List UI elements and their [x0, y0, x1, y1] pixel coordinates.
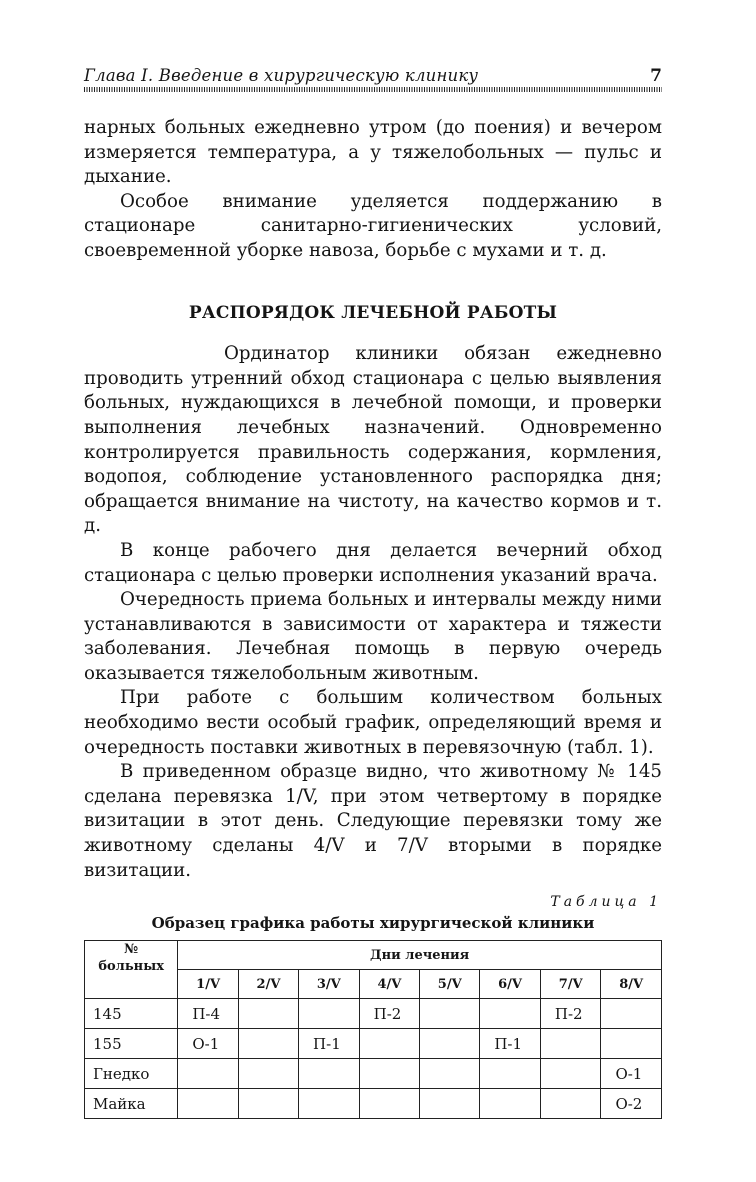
paragraph: Ординатор клиники обязан ежедневно проводить утренний обход стационара с целью выявления больных, нуждающихся в лечебной помощи, и проверки выполнения лечебных назначений. Одновременно контролируется правильность содержания, кормления, водопоя, соблюдение установленного распорядка дня; обращается внимание на чистоту, на качество кормов и т. д.: [84, 343, 662, 537]
day-header: 7/V: [540, 970, 601, 999]
patient-cell: Гнедко: [85, 1059, 178, 1089]
schedule-cell: П-2: [540, 999, 601, 1029]
schedule-cell: [359, 1029, 420, 1059]
schedule-cell: [420, 1059, 480, 1089]
page-number: 7: [650, 66, 662, 86]
schedule-cell: П-1: [299, 1029, 360, 1059]
patient-cell: Майка: [85, 1089, 178, 1119]
schedule-cell: [540, 1029, 601, 1059]
schedule-cell: [359, 1059, 420, 1089]
days-header: Дни лечения: [178, 941, 662, 970]
paragraph: Особое внимание уделяется поддержанию в стационаре санитарно-гигиенических условий, своевременной уборке навоза, борьбе с мухами и т. д.: [84, 190, 662, 261]
paragraph: нарных больных ежедневно утром (до поения) и вечером измеряется температура, а у тяжелобольных — пульс и дыхание.: [84, 117, 662, 188]
schedule-cell: [238, 1029, 298, 1059]
patient-header-label: больных: [98, 959, 164, 975]
schedule-cell: [540, 1059, 601, 1089]
schedule-cell: [540, 1089, 601, 1119]
running-header: [84, 60, 662, 86]
table-row: [85, 1059, 662, 1089]
header-rule: [84, 87, 662, 92]
paragraph: При работе с большим количеством больных необходимо вести особый график, определяющий время и очередность поставки животных в перевязочную (табл. 1).: [84, 687, 662, 758]
schedule-cell: [178, 1089, 239, 1119]
day-header: 6/V: [480, 970, 541, 999]
schedule-cell: [299, 1089, 360, 1119]
paragraph: В конце рабочего дня делается вечерний обход стационара с целью проверки исполнения указаний врача.: [84, 539, 662, 586]
table-label: Таблица 1: [550, 894, 662, 911]
day-header: 4/V: [359, 970, 420, 999]
patient-cell: 145: [85, 999, 178, 1029]
day-header: 8/V: [601, 970, 662, 999]
schedule-cell: П-4: [178, 999, 239, 1029]
schedule-cell: [359, 1089, 420, 1119]
table-row: [85, 1029, 662, 1059]
table-title: Образец графика работы хирургической клиники: [151, 914, 595, 933]
day-header: 5/V: [420, 970, 480, 999]
day-header: 3/V: [299, 970, 360, 999]
paragraph: Очередность приема больных и интервалы между ними устанавливаются в зависимости от характера и тяжести заболевания. Лечебная помощь в первую очередь оказывается тяжелобольным животным.: [84, 589, 662, 684]
schedule-cell: П-1: [480, 1029, 541, 1059]
table-row: [85, 999, 662, 1029]
table-row: [85, 1089, 662, 1119]
schedule-cell: О-2: [601, 1089, 662, 1119]
paragraph: В приведенном образце видно, что животному № 145 сделана перевязка 1/V, при этом четвертому в порядке визитации в этот день. Следующие перевязки тому же животному сделаны 4/V и 7/V вторыми в порядке визитации.: [84, 761, 662, 881]
book-page: [84, 60, 662, 1119]
schedule-cell: О-1: [601, 1059, 662, 1089]
schedule-table: [84, 940, 662, 1119]
schedule-cell: [238, 1059, 298, 1089]
body-text: [84, 116, 662, 883]
schedule-cell: [480, 1059, 541, 1089]
schedule-cell: О-1: [178, 1029, 239, 1059]
schedule-cell: [601, 999, 662, 1029]
patient-cell: 155: [85, 1029, 178, 1059]
patient-column-header: [85, 941, 178, 999]
schedule-cell: [178, 1059, 239, 1089]
section-heading: РАСПОРЯДОК ЛЕЧЕБНОЙ РАБОТЫ: [188, 302, 558, 323]
schedule-cell: [299, 999, 360, 1029]
schedule-cell: [238, 1089, 298, 1119]
schedule-cell: [601, 1029, 662, 1059]
schedule-cell: [238, 999, 298, 1029]
schedule-cell: [420, 1089, 480, 1119]
day-header: 1/V: [178, 970, 239, 999]
schedule-cell: [420, 999, 480, 1029]
day-header: 2/V: [238, 970, 298, 999]
schedule-cell: П-2: [359, 999, 420, 1029]
chapter-title: Глава I. Введение в хирургическую клинику: [84, 66, 479, 85]
schedule-cell: [480, 1089, 541, 1119]
schedule-cell: [299, 1059, 360, 1089]
schedule-cell: [480, 999, 541, 1029]
schedule-cell: [420, 1029, 480, 1059]
patient-header-number-sign: №: [124, 942, 139, 958]
